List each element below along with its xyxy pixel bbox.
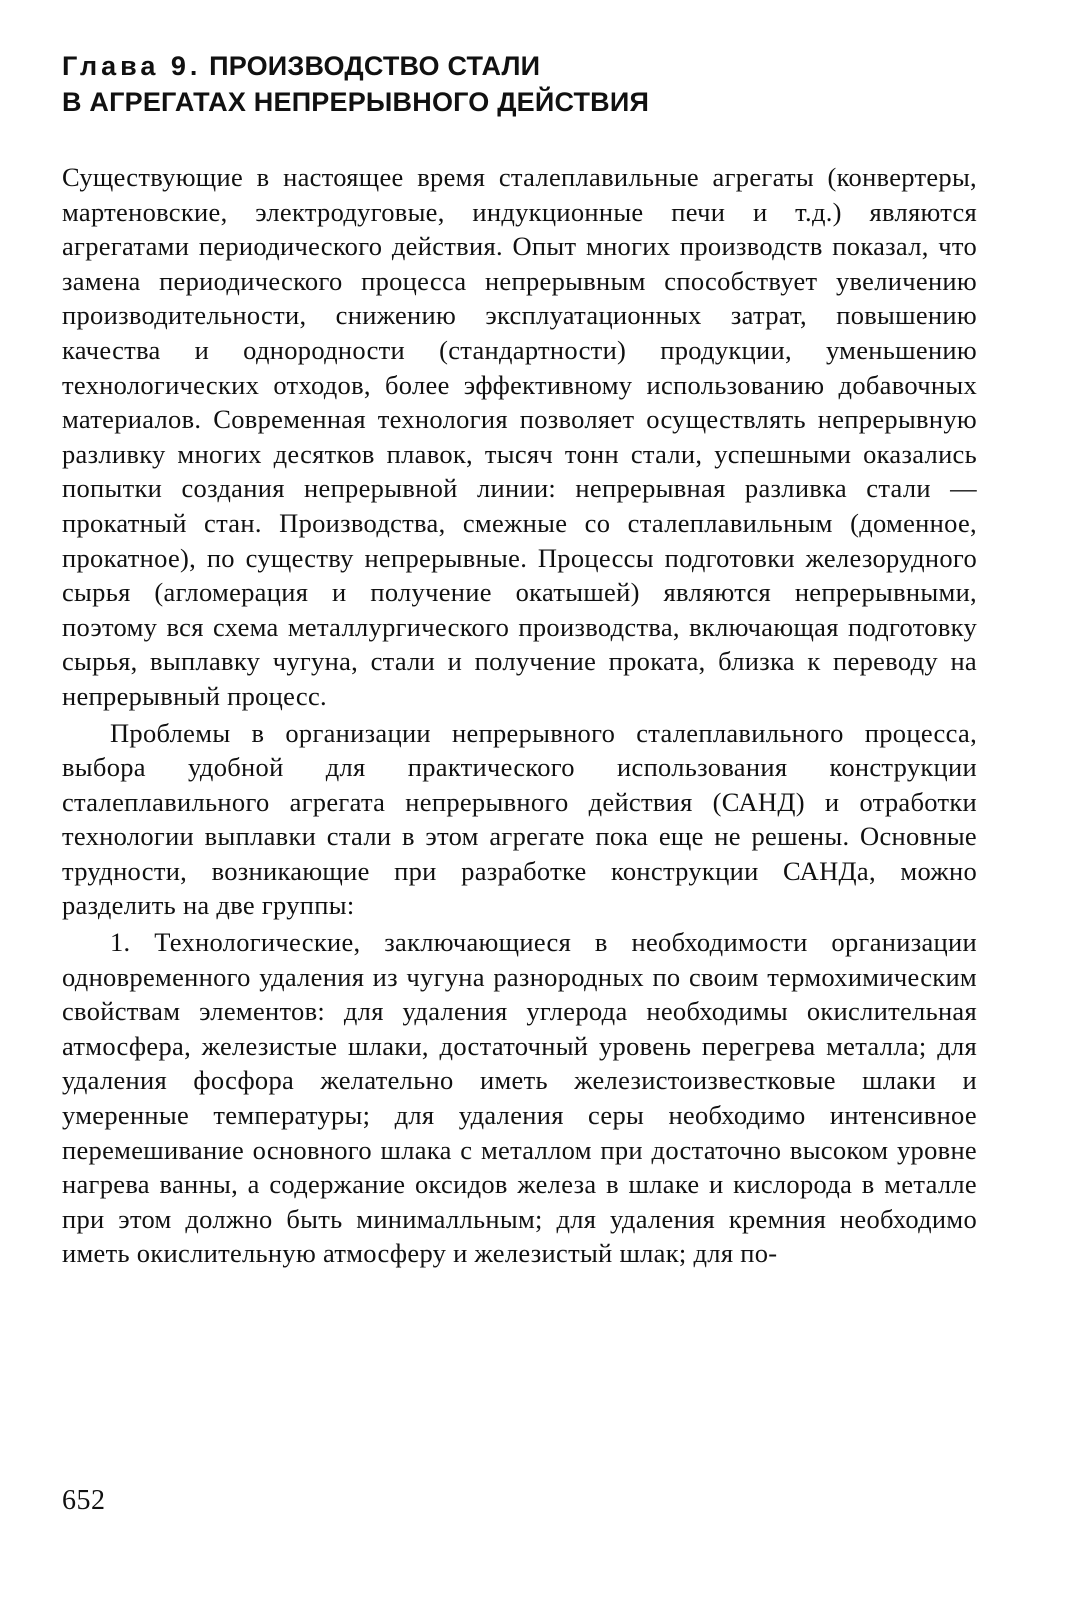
chapter-title-line-1: ПРОИЗВОДСТВО СТАЛИ (209, 51, 541, 81)
paragraph-3: 1. Технологические, заключающиеся в необходимости организации одновременного удаления из чугуна разнородных по своим термохимическим свойствам элементов: для удаления углерода необходимы окислительная атмосфера, железистые шлаки, достаточный уровень перегрева металла; для удаления фосфора желательно иметь железистоизвестковые шлаки и умеренные температуры; для удаления серы необходимо интенсивное перемешивание основного шлака с металлом при достаточно высоком уровне нагрева ванны, а содержание оксидов железа в шлаке и кислорода в металле при этом должно быть минималльным; для удаления кремния необходимо иметь окислительную атмосферу и железистый шлак; для по- (62, 927, 977, 1269)
chapter-heading-line-1 (62, 48, 977, 84)
paragraph-2: Проблемы в организации непрерывного сталеплавильного процесса, выбора удобной для практического использования конструкции сталеплавильного агрегата непрерывного действия (САНД) и отработки технологии выплавки стали в этом агрегате пока еще не решены. Основные трудности, возникающие при разработке конструкции САНДа, можно разделить на две группы: (62, 717, 977, 921)
chapter-heading (62, 48, 977, 120)
chapter-label: Глава 9. (62, 51, 202, 81)
page-number: 652 (62, 1485, 106, 1516)
paragraph-1: Существующие в настоящее время сталеплавильные агрегаты (конвертеры, мартеновские, электродуговые, индукционные печи и т.д.) являются агрегатами периодического действия. Опыт многих производств показал, что замена периодического процесса непрерывным способствует увеличению производительности, снижению эксплуатационных затрат, повышению качества и однородности (стандартности) продукции, уменьшению технологических отходов, более эффективному использованию добавочных материалов. Современная технология позволяет осуществлять непрерывную разливку многих десятков плавок, тысяч тонн стали, успешными оказались попытки создания непрерывной линии: непрерывная разливка стали — прокатный стан. Производства, смежные со сталеплавильным (доменное, прокатное), по существу непрерывные. Процессы подготовки железорудного сырья (агломерация и получение окатышей) являются непрерывными, поэтому вся схема металлургического производства, включающая подготовку сырья, выплавку чугуна, стали и получение проката, близка к переводу на непрерывный процесс. (62, 162, 977, 711)
book-page (62, 48, 977, 1271)
body-text (62, 160, 977, 1271)
chapter-title-line-2: В АГРЕГАТАХ НЕПРЕРЫВНОГО ДЕЙСТВИЯ (62, 87, 650, 117)
